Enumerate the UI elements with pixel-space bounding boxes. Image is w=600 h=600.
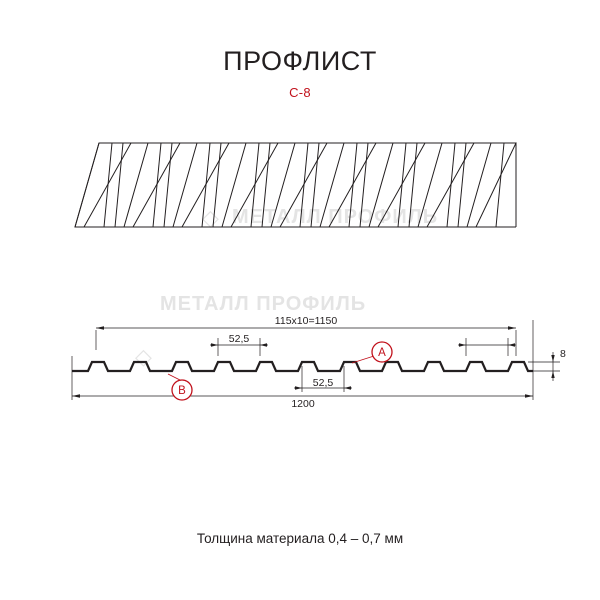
- isometric-sheet-view: [75, 140, 520, 227]
- marker-b: [172, 380, 192, 400]
- dim-rib-pitch-upper: 52,5: [228, 333, 250, 345]
- dim-height: 8: [560, 348, 566, 360]
- marker-a: [372, 342, 392, 362]
- page-title: ПРОФЛИСТ: [223, 46, 377, 76]
- model-label: С-8: [289, 85, 311, 100]
- marker-a-label: A: [378, 347, 386, 359]
- material-thickness-note: Толщина материала 0,4 – 0,7 мм: [196, 531, 404, 546]
- dim-total-width: 1200: [291, 398, 315, 410]
- watermark-text-top: МЕТАЛЛ ПРОФИЛЬ: [232, 206, 439, 228]
- watermark-logo-icon-bottom: ◇: [135, 344, 152, 369]
- watermark-text-bottom: МЕТАЛЛ ПРОФИЛЬ: [160, 293, 367, 315]
- watermark-logo-icon-top: ◇: [202, 205, 219, 230]
- marker-b-label: B: [178, 385, 186, 397]
- dim-top-span: 115х10=1150: [274, 315, 338, 327]
- section-profile-outline: [72, 362, 533, 371]
- dim-rib-pitch-lower: 52,5: [312, 377, 334, 389]
